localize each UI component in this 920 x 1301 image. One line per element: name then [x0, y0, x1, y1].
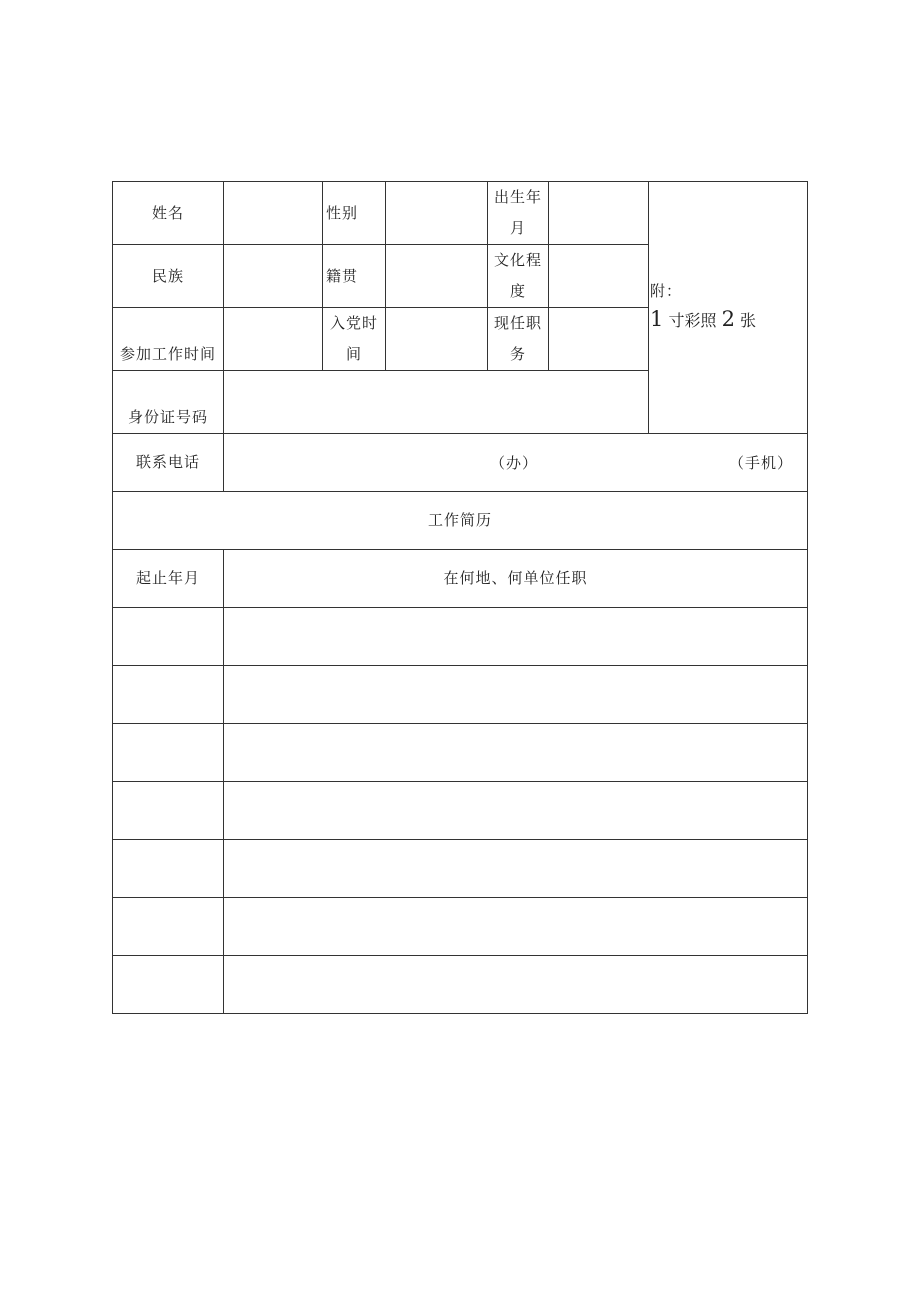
resume-row: [113, 724, 808, 782]
photo-slot[interactable]: [649, 182, 808, 434]
birth-label: 出生年 月: [488, 182, 549, 245]
resume-period-cell[interactable]: [113, 724, 224, 782]
resume-period-cell[interactable]: [113, 840, 224, 898]
resume-row: [113, 608, 808, 666]
name-label: 姓名: [113, 182, 224, 245]
phone-value[interactable]: [224, 434, 808, 492]
resume-period-cell[interactable]: [113, 608, 224, 666]
native-place-label: 籍贯: [323, 245, 386, 308]
resume-period-cell[interactable]: [113, 898, 224, 956]
resume-title: 工作简历: [113, 492, 808, 550]
party-join-value[interactable]: [386, 308, 488, 371]
resume-row: [113, 956, 808, 1014]
resume-detail-header: 在何地、何单位任职: [224, 550, 808, 608]
resume-detail-cell[interactable]: [224, 898, 808, 956]
position-value[interactable]: [549, 308, 649, 371]
resume-row: [113, 782, 808, 840]
resume-detail-cell[interactable]: [224, 782, 808, 840]
birth-value[interactable]: [549, 182, 649, 245]
resume-row: [113, 666, 808, 724]
gender-value[interactable]: [386, 182, 488, 245]
resume-row: [113, 898, 808, 956]
resume-row: [113, 840, 808, 898]
resume-period-cell[interactable]: [113, 666, 224, 724]
resume-period-cell[interactable]: [113, 956, 224, 1014]
row-phone: [113, 434, 808, 492]
resume-detail-cell[interactable]: [224, 608, 808, 666]
education-value[interactable]: [549, 245, 649, 308]
resume-period-cell[interactable]: [113, 782, 224, 840]
education-label: 文化程 度: [488, 245, 549, 308]
work-start-value[interactable]: [224, 308, 323, 371]
phone-label: 联系电话: [113, 434, 224, 492]
resume-detail-cell[interactable]: [224, 666, 808, 724]
native-place-value[interactable]: [386, 245, 488, 308]
personal-info-table: [112, 181, 808, 1014]
id-number-label: 身份证号码: [113, 371, 224, 434]
photo-prefix: 附：: [650, 282, 683, 300]
row-name: [113, 182, 808, 245]
position-label: 现任职 务: [488, 308, 549, 371]
party-join-label: 入党时 间: [323, 308, 386, 371]
ethnicity-label: 民族: [113, 245, 224, 308]
name-value[interactable]: [224, 182, 323, 245]
row-resume-title: [113, 492, 808, 550]
ethnicity-value[interactable]: [224, 245, 323, 308]
phone-mobile-label: （手机）: [729, 454, 794, 472]
resume-detail-cell[interactable]: [224, 724, 808, 782]
row-resume-header: [113, 550, 808, 608]
resume-period-header: 起止年月: [113, 550, 224, 608]
work-start-label: 参加工作时间: [113, 308, 224, 371]
id-number-value[interactable]: [224, 371, 649, 434]
gender-label: 性别: [323, 182, 386, 245]
phone-office-label: （办）: [490, 454, 539, 472]
resume-detail-cell[interactable]: [224, 840, 808, 898]
registration-form: [112, 181, 807, 1006]
resume-detail-cell[interactable]: [224, 956, 808, 1014]
photo-note: 1 寸彩照 2 张: [650, 307, 757, 331]
